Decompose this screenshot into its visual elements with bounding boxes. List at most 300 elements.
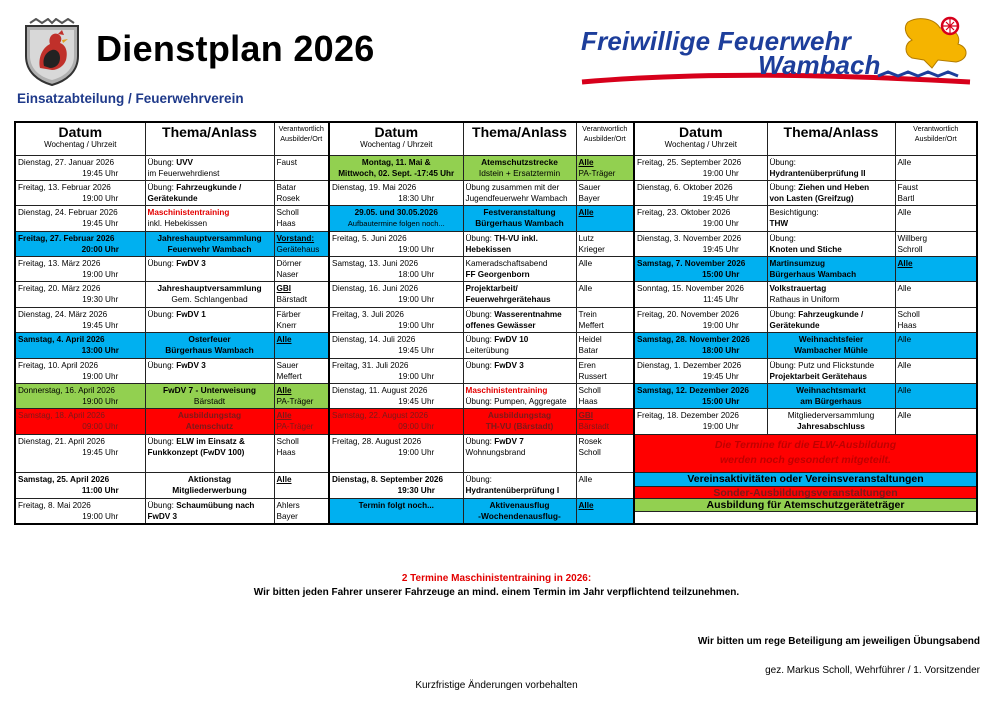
responsible-cell — [576, 498, 634, 524]
table-row — [15, 333, 977, 358]
topic-line-2: Bärstadt — [193, 396, 226, 407]
topic-line-1 — [770, 360, 893, 371]
responsible-2: Haas — [897, 320, 917, 330]
topic-line-1 — [148, 182, 272, 193]
topic-line-1 — [770, 283, 893, 294]
topic-line-2: Wohnungsbrand — [465, 447, 526, 457]
legend-association: Vereinsaktivitäten oder Vereinsveranstaltungen — [635, 473, 976, 487]
date-cell — [329, 180, 463, 205]
responsible-1: Scholl — [897, 309, 920, 319]
event-date: Samstag, 25. April 2026 — [18, 474, 110, 484]
event-date: Samstag, 22. August 2026 — [332, 411, 429, 421]
header-datum: Datum Wochentag / Uhrzeit — [329, 122, 463, 155]
topic-main: ELW im Einsatz & — [176, 436, 245, 446]
responsible-1: Willberg — [897, 233, 928, 243]
event-date: Dienstag, 24. März 2026 — [18, 309, 108, 319]
topic-cell — [145, 257, 274, 282]
date-cell — [329, 155, 463, 180]
page-subtitle: Einsatzabteilung / Feuerwehrverein — [17, 91, 244, 106]
topic-line-2: Feuerwehr Wambach — [167, 243, 252, 254]
legend-special-training: Sonder-Ausbildungsveranstaltungen — [635, 487, 976, 498]
topic-line-1 — [148, 283, 272, 294]
topic-prefix: Übung: — [769, 309, 799, 319]
event-time: 19:45 Uhr — [398, 346, 435, 356]
responsible-1: Eren — [578, 360, 596, 370]
date-cell — [15, 409, 145, 434]
responsible-1: Ahlers — [276, 500, 300, 510]
footer-maschinist-note: 2 Termine Maschinistentraining in 2026: — [401, 573, 592, 584]
date-cell — [329, 409, 463, 434]
topic-prefix: Ausbildungstag — [487, 410, 552, 421]
date-cell — [15, 180, 145, 205]
topic-line-2: FwDV 3 — [147, 511, 178, 521]
legend-cell — [634, 472, 977, 498]
topic-line-1 — [770, 157, 893, 168]
topic-line-2: Gem. Schlangenbad — [171, 294, 248, 305]
date-cell — [634, 409, 767, 434]
responsible-2: Bärstadt — [578, 422, 609, 432]
responsible-1: Trein — [578, 309, 597, 319]
responsible-1: Alle — [276, 411, 292, 421]
responsible-cell — [274, 472, 329, 498]
responsible-cell — [576, 307, 634, 332]
topic-line-1 — [770, 233, 893, 244]
event-time: 15:00 Uhr — [702, 270, 740, 280]
table-row — [15, 206, 977, 231]
topic-line-1 — [148, 410, 272, 421]
date-cell — [329, 231, 463, 256]
event-date: Samstag, 12. Dezember 2026 — [637, 386, 749, 396]
date-cell — [329, 498, 463, 524]
elw-note — [634, 434, 977, 472]
responsible-cell — [895, 358, 977, 383]
header-verantwortlich: Verantwortlich Ausbilder/Ort — [274, 122, 329, 155]
topic-cell — [463, 384, 576, 409]
responsible-1: Alle — [276, 335, 292, 345]
responsible-1: Faust — [276, 157, 297, 167]
header-thema: Thema/Anlass — [145, 122, 274, 155]
topic-line-1 — [770, 410, 893, 421]
topic-line-1 — [148, 233, 272, 244]
topic-cell — [767, 180, 895, 205]
responsible-cell — [576, 257, 634, 282]
date-cell — [634, 358, 767, 383]
header-verantwortlich: Verantwortlich Ausbilder/Ort — [895, 122, 977, 155]
topic-cell — [145, 307, 274, 332]
responsible-1: Scholl — [276, 208, 299, 218]
topic-cell — [767, 206, 895, 231]
topic-line-2: Atemschutz — [185, 421, 234, 432]
footer-signature: gez. Markus Scholl, Wehrführer / 1. Vorsitzender — [765, 665, 980, 676]
responsible-1: Scholl — [578, 386, 601, 396]
event-time: 19:00 Uhr — [82, 371, 119, 381]
topic-cell — [463, 434, 576, 472]
responsible-cell — [576, 384, 634, 409]
responsible-1: Rosek — [578, 436, 602, 446]
responsible-2: Scholl — [578, 447, 601, 457]
event-time: 19:00 Uhr — [702, 168, 739, 178]
topic-line-2: TH-VU (Bärstadt) — [485, 421, 554, 432]
footer-changes-note: Kurzfristige Änderungen vorbehalten — [415, 680, 578, 691]
topic-line-2: Bürgerhaus Wambach — [769, 270, 857, 280]
responsible-cell — [576, 358, 634, 383]
topic-main: TH-VU inkl. — [494, 233, 538, 243]
event-time: 19:00 Uhr — [398, 320, 435, 330]
event-date: Dienstag, 11. August 2026 — [332, 386, 428, 396]
topic-line-1 — [466, 436, 574, 447]
event-date: Freitag, 23. Oktober 2026 — [637, 208, 731, 218]
responsible-cell — [895, 384, 977, 409]
topic-line-2: am Bürgerhaus — [800, 396, 862, 407]
header-datum: Datum Wochentag / Uhrzeit — [634, 122, 767, 155]
date-cell — [634, 307, 767, 332]
topic-prefix: Osterfeuer — [188, 334, 231, 345]
table-row — [15, 472, 977, 498]
event-date: Dienstag, 21. April 2026 — [18, 436, 105, 446]
date-cell — [329, 282, 463, 307]
date-cell — [15, 231, 145, 256]
date-cell — [634, 282, 767, 307]
responsible-2: PA-Träger — [578, 168, 616, 178]
topic-line-1 — [148, 500, 272, 511]
topic-prefix: Übung: — [465, 360, 495, 370]
event-time: 15:00 Uhr — [702, 397, 740, 407]
responsible-1: Alle — [897, 360, 912, 370]
date-cell — [329, 307, 463, 332]
topic-line-1 — [770, 334, 893, 345]
event-time: 19:30 Uhr — [397, 485, 435, 495]
topic-prefix: Übung: — [769, 182, 799, 192]
responsible-2: Haas — [578, 397, 598, 407]
topic-cell — [463, 257, 576, 282]
topic-line-2: Bürgerhaus Wambach — [165, 345, 254, 356]
event-time: 19:00 Uhr — [398, 371, 435, 381]
topic-line-2: Jugendfeuerwehr Wambach — [465, 193, 568, 203]
responsible-1: Alle — [578, 157, 594, 167]
event-date: Freitag, 3. Juli 2026 — [332, 309, 404, 319]
topic-line-1 — [770, 258, 893, 269]
responsible-cell — [274, 282, 329, 307]
responsible-cell — [576, 409, 634, 434]
event-time: 09:00 Uhr — [398, 422, 435, 432]
responsible-1: GBI — [276, 284, 292, 294]
topic-line-1 — [466, 258, 574, 269]
responsible-cell — [576, 155, 634, 180]
topic-prefix: FwDV 7 - Unterweisung — [162, 385, 257, 396]
responsible-cell — [895, 206, 977, 231]
event-date: Samstag, 13. Juni 2026 — [332, 259, 419, 269]
date-cell — [329, 358, 463, 383]
responsible-1: Alle — [897, 411, 912, 421]
event-time: 18:00 Uhr — [398, 270, 435, 280]
date-cell — [634, 180, 767, 205]
responsible-cell — [274, 358, 329, 383]
responsible-1: Sauer — [578, 182, 601, 192]
event-date: Freitag, 5. Juni 2026 — [332, 233, 407, 243]
topic-main: Fahrzeugkunde / — [798, 309, 864, 319]
date-cell — [329, 472, 463, 498]
topic-cell — [767, 384, 895, 409]
topic-cell — [767, 282, 895, 307]
responsible-1: Faust — [897, 182, 918, 192]
event-date: Dienstag, 6. Oktober 2026 — [637, 182, 733, 192]
topic-line-2: Hebekissen — [465, 244, 512, 254]
municipal-crest-logo — [22, 18, 82, 86]
topic-line-2: Rathaus in Uniform — [769, 295, 840, 305]
responsible-cell — [576, 333, 634, 358]
topic-line-1 — [148, 157, 272, 168]
table-row — [15, 498, 977, 524]
event-time: 18:00 Uhr — [702, 346, 740, 356]
topic-line-1 — [148, 360, 272, 371]
topic-line-1 — [148, 258, 272, 269]
responsible-2: Bayer — [276, 511, 298, 521]
event-time: 19:45 Uhr — [82, 219, 119, 229]
topic-prefix: Jahreshauptversammlung — [157, 232, 262, 243]
topic-line-1 — [770, 309, 893, 320]
responsible-cell — [576, 472, 634, 498]
topic-cell — [145, 409, 274, 434]
topic-line-1 — [466, 157, 574, 168]
topic-line-2: Gerätekunde — [769, 320, 820, 330]
event-time: 19:45 Uhr — [82, 320, 119, 330]
responsible-cell — [274, 231, 329, 256]
event-time: 19:00 Uhr — [702, 422, 739, 432]
date-cell — [329, 384, 463, 409]
responsible-1: Scholl — [276, 436, 299, 446]
date-cell — [634, 333, 767, 358]
topic-prefix: Martinsumzug — [769, 259, 825, 269]
event-date: Termin folgt noch... — [358, 500, 434, 510]
responsible-cell — [895, 180, 977, 205]
topic-line-2: Mitgliederwerbung — [172, 484, 247, 495]
responsible-cell — [274, 257, 329, 282]
responsible-1: Alle — [897, 208, 912, 218]
responsible-2: Russert — [578, 371, 607, 381]
event-date: Freitag, 18. Dezember 2026 — [637, 411, 739, 421]
topic-line-1 — [148, 474, 272, 485]
responsible-cell — [576, 434, 634, 472]
event-date: Freitag, 13. Februar 2026 — [18, 182, 111, 192]
topic-cell — [463, 498, 576, 524]
event-time: 19:00 Uhr — [82, 397, 119, 407]
topic-line-2: FF Georgenborn — [465, 270, 530, 280]
topic-line-2: Funkkonzept (FwDV 100) — [147, 447, 245, 457]
elw-note-line-2: werden noch gesondert mitgeteilt. — [720, 454, 891, 467]
responsible-1: Alle — [897, 284, 912, 294]
topic-cell — [767, 358, 895, 383]
topic-main: UVV — [176, 157, 194, 167]
topic-prefix: Übung: — [147, 157, 177, 167]
topic-prefix: Besichtigung: — [769, 208, 819, 218]
topic-line-1 — [466, 182, 574, 193]
topic-cell — [145, 282, 274, 307]
responsible-1: Sauer — [276, 360, 299, 370]
responsible-cell — [274, 206, 329, 231]
table-row — [15, 409, 977, 434]
topic-main: FwDV 7 — [494, 436, 524, 446]
responsible-cell — [274, 409, 329, 434]
responsible-1: Heidel — [578, 335, 602, 345]
topic-line-1 — [466, 500, 574, 511]
topic-prefix: Volkstrauertag — [769, 284, 827, 294]
event-time: 19:45 Uhr — [398, 397, 435, 407]
table-row — [15, 180, 977, 205]
topic-prefix: Übung: — [465, 474, 492, 484]
responsible-1: Alle — [578, 208, 594, 218]
topic-prefix: Übung zusammen mit der — [465, 182, 560, 192]
topic-prefix: Weihnachtsmarkt — [796, 385, 866, 396]
event-time: 13:00 Uhr — [81, 346, 119, 356]
topic-cell — [463, 282, 576, 307]
topic-prefix: Übung: — [465, 335, 495, 345]
responsible-cell — [895, 257, 977, 282]
responsible-1: GBI — [578, 411, 594, 421]
responsible-cell — [895, 409, 977, 434]
responsible-1: Lutz — [578, 233, 594, 243]
topic-cell — [767, 257, 895, 282]
topic-cell — [145, 384, 274, 409]
legend-cell — [634, 498, 977, 524]
responsible-cell — [576, 282, 634, 307]
event-time: 18:30 Uhr — [398, 193, 435, 203]
topic-cell — [463, 333, 576, 358]
responsible-1: Alle — [897, 157, 912, 167]
topic-cell — [145, 155, 274, 180]
topic-cell — [145, 206, 274, 231]
event-date: Freitag, 10. April 2026 — [18, 360, 99, 370]
event-time: 19:00 Uhr — [82, 270, 119, 280]
event-time: 19:00 Uhr — [398, 447, 435, 457]
header-verantwortlich: Verantwortlich Ausbilder/Ort — [576, 122, 634, 155]
topic-line-2: Knoten und Stiche — [769, 244, 842, 254]
topic-main: FwDV 10 — [494, 335, 529, 345]
topic-prefix: Jahreshauptversammlung — [157, 283, 262, 294]
event-date: Dienstag, 8. September 2026 — [332, 474, 444, 484]
event-date: Freitag, 20. November 2026 — [637, 309, 739, 319]
topic-prefix: Übung: — [147, 259, 177, 269]
responsible-2: Meffert — [578, 320, 604, 330]
topic-cell — [463, 358, 576, 383]
topic-prefix: Ausbildungstag — [177, 410, 242, 421]
table-row — [15, 384, 977, 409]
topic-prefix: Mitgliederversammlung — [787, 410, 875, 421]
event-date: Freitag, 8. Mai 2026 — [18, 500, 91, 510]
event-date: Freitag, 20. März 2026 — [18, 284, 101, 294]
responsible-2: Haas — [276, 219, 296, 229]
topic-line-2: Bürgerhaus Wambach — [475, 218, 564, 229]
date-cell — [15, 206, 145, 231]
date-cell — [329, 434, 463, 472]
date-cell — [329, 206, 463, 231]
topic-cell — [463, 307, 576, 332]
responsible-2: PA-Träger — [276, 422, 314, 432]
topic-main: Fahrzeugkunde / — [176, 182, 242, 192]
event-date: Dienstag, 24. Februar 2026 — [18, 208, 118, 218]
topic-prefix: Übung: — [147, 309, 177, 319]
date-cell — [15, 384, 145, 409]
fire-department-logo — [578, 16, 974, 88]
topic-main: FwDV 3 — [176, 360, 206, 370]
topic-line-1 — [148, 207, 272, 218]
event-date: Freitag, 13. März 2026 — [18, 259, 101, 269]
topic-line-2: Wambacher Mühle — [794, 345, 868, 356]
page-title: Dienstplan 2026 — [96, 28, 375, 69]
event-date: Freitag, 28. August 2026 — [332, 436, 422, 446]
footer-participation: Wir bitten um rege Beteiligung am jeweiligen Übungsabend — [697, 636, 980, 647]
responsible-cell — [274, 155, 329, 180]
topic-prefix: Festveranstaltung — [483, 207, 556, 218]
date-cell — [634, 206, 767, 231]
topic-cell — [767, 155, 895, 180]
topic-main: Maschinistentraining — [465, 386, 548, 396]
topic-line-2: im Feuerwehrdienst — [147, 168, 220, 178]
responsible-2: Batar — [578, 346, 599, 356]
topic-cell — [145, 333, 274, 358]
responsible-1: Dörner — [276, 259, 302, 269]
topic-line-1 — [770, 207, 893, 218]
responsible-2: Bartl — [897, 193, 915, 203]
responsible-2: Krieger — [578, 244, 605, 254]
event-date: Samstag, 18. April 2026 — [18, 411, 105, 421]
responsible-2: Naser — [276, 270, 299, 280]
date-cell — [634, 384, 767, 409]
topic-prefix: Übung: — [769, 233, 796, 243]
event-time: 19:45 Uhr — [82, 168, 119, 178]
topic-prefix: Übung: Putz und Flickstunde — [769, 360, 875, 370]
event-time: 19:00 Uhr — [398, 295, 435, 305]
event-time: 19:45 Uhr — [702, 193, 739, 203]
table-header-row — [15, 122, 977, 155]
responsible-cell — [274, 434, 329, 472]
topic-prefix: Projektarbeit/ — [465, 284, 518, 294]
topic-cell — [145, 472, 274, 498]
responsible-cell — [274, 384, 329, 409]
date-cell — [329, 257, 463, 282]
logo-line-2: Wambach — [758, 50, 881, 80]
topic-line-1 — [148, 385, 272, 396]
responsible-1: Alle — [276, 386, 292, 396]
event-date: Samstag, 28. November 2026 — [637, 335, 750, 345]
topic-line-1 — [770, 385, 893, 396]
topic-prefix: Atemschutzstrecke — [481, 156, 558, 167]
table-row — [15, 358, 977, 383]
table-row — [15, 434, 977, 472]
responsible-1: Alle — [578, 259, 593, 269]
event-time: 11:00 Uhr — [81, 485, 119, 495]
responsible-1: Alle — [897, 386, 912, 396]
topic-prefix: Übung: — [147, 436, 177, 446]
event-date: Donnerstag, 16. April 2026 — [18, 386, 115, 396]
table-row — [15, 257, 977, 282]
event-date: Dienstag, 1. Dezember 2026 — [637, 360, 742, 370]
responsible-1: Alle — [578, 284, 593, 294]
topic-cell — [145, 180, 274, 205]
header-datum: Datum Wochentag / Uhrzeit — [15, 122, 145, 155]
topic-prefix: Übung: — [465, 436, 495, 446]
event-time: 19:00 Uhr — [702, 219, 739, 229]
topic-line-1 — [148, 436, 272, 447]
topic-cell — [463, 206, 576, 231]
responsible-1: Alle — [578, 500, 594, 510]
event-date: Dienstag, 16. Juni 2026 — [332, 284, 419, 294]
event-date: 29.05. und 30.05.2026 — [354, 208, 438, 218]
responsible-2: Schroll — [897, 244, 923, 254]
event-time: 19:45 Uhr — [702, 244, 739, 254]
topic-line-2: inkl. Hebekissen — [147, 219, 208, 229]
responsible-cell — [895, 155, 977, 180]
topic-cell — [767, 333, 895, 358]
